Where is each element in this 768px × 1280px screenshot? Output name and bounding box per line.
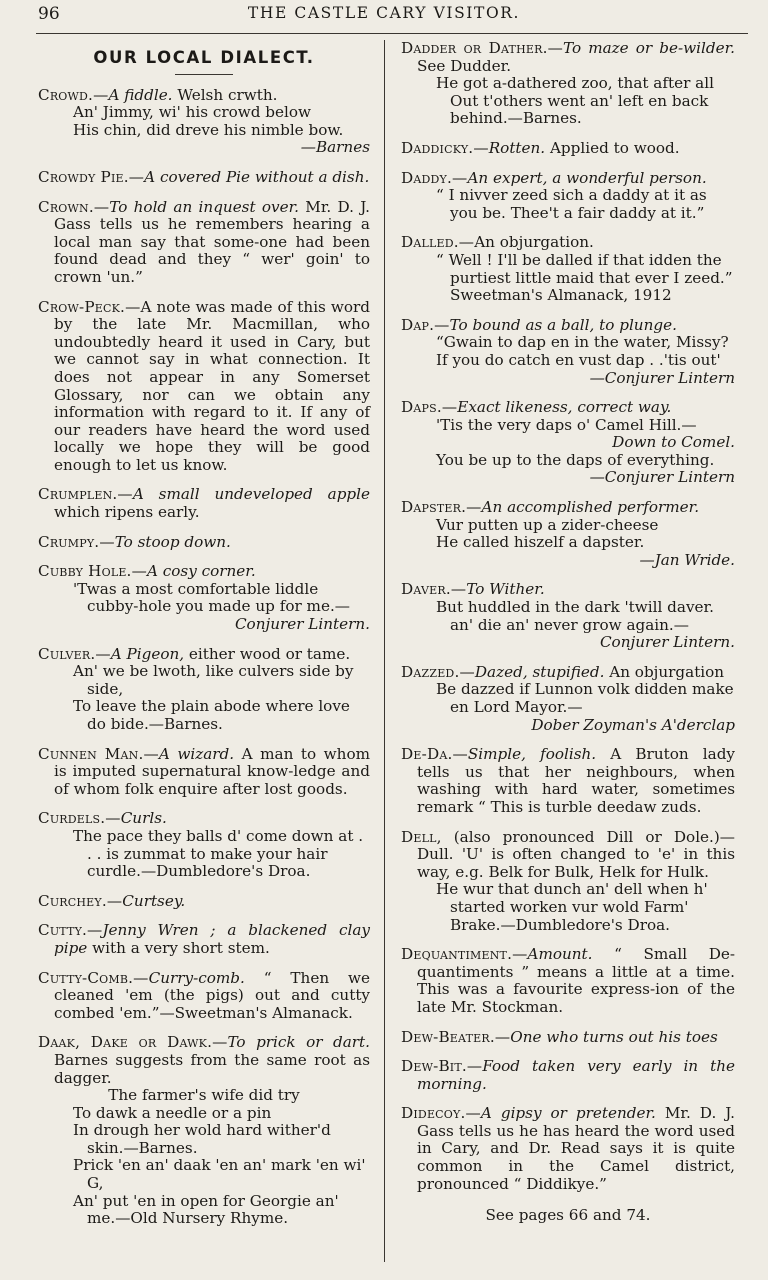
left-column <box>38 40 370 1240</box>
headword: Cutty-Comb.— <box>38 968 149 987</box>
example-line: 'Twas a most comfortable liddle cubby-hole you made up for me.— <box>73 579 350 616</box>
dialect-entry <box>401 140 735 158</box>
dialect-entry <box>401 234 735 304</box>
entry-note: with a very short stem. <box>87 938 270 957</box>
definition: To bound as a ball, to plunge. <box>449 315 677 334</box>
entry-note: Mr. D. J. Gass tells us he remembers hearing a local man say that some-one had been found dead and they “ wer' goin' to crown 'un.” <box>54 197 371 286</box>
dialect-entry <box>38 534 370 552</box>
dialect-entry <box>38 87 370 157</box>
see-also-note: See pages 66 and 74. <box>485 1206 651 1225</box>
entry-text <box>38 563 370 581</box>
headword: Daddicky.— <box>401 138 489 157</box>
entry-note: “ Then we cleaned 'em (the pigs) out and cutty combed 'em.”—Sweetman's Almanack. <box>54 968 370 1022</box>
example-line: If you do catch en vust dap . .'tis out' <box>436 350 721 369</box>
definition: An accomplished performer. <box>481 498 700 517</box>
example-line: He wur that dunch an' dell when h' started worken vur wold Farm' Brake.—Dumbledore's Droa. <box>436 880 708 934</box>
headword: Daak, Dake or Dawk.— <box>38 1033 228 1052</box>
entry-note: A Bruton lady tells us that her neighbours, when washing with hard water, sometimes remark “ This is turble deedaw zuds. <box>417 745 735 816</box>
definition: A gipsy or pretender. <box>480 1104 656 1123</box>
example-line: Vur putten up a zider-cheese <box>436 515 659 534</box>
dialect-entry <box>38 563 370 633</box>
quote-source: Dober Zoyman's A'derclap <box>531 715 735 734</box>
right-entries <box>401 40 735 1193</box>
left-entries <box>38 87 370 1228</box>
entry-note: (also pronounced Dill or Dole.)— Dull. 'U' is often changed to 'e' in this way, e.g. Belk for Bulk, Helk for Hulk. <box>417 827 735 881</box>
headword: Curdels.— <box>38 809 121 828</box>
definition: To stoop down. <box>114 532 231 551</box>
entry-text <box>401 140 735 158</box>
definition: Dazed, stupified. <box>474 662 605 681</box>
example-line: He called hiszelf a dapster. <box>436 533 645 552</box>
quote-source: Conjurer Lintern. <box>234 615 370 634</box>
definition: A cosy corner. <box>146 562 256 581</box>
entry-text <box>38 1034 370 1087</box>
dialect-entry <box>38 810 370 880</box>
entry-text <box>401 499 735 517</box>
definition: Jenny Wren ; a blackened clay pipe <box>54 921 370 957</box>
definition: Curry-comb. <box>148 968 245 987</box>
dialect-entry <box>38 1034 370 1228</box>
example-line: You be up to the daps of everything. <box>436 450 715 469</box>
page-number: 96 <box>38 4 60 24</box>
example-line: But huddled in the dark 'twill daver. an' die an' never grow again.— <box>436 598 714 634</box>
definition: To Wither. <box>466 580 545 599</box>
headword: Daddy.— <box>401 168 468 187</box>
entry-text <box>401 40 735 75</box>
definition: A small undeveloped apple <box>132 485 370 504</box>
entry-text <box>401 170 735 188</box>
headword: Dapster.— <box>401 498 482 517</box>
headword: Crowdy Pie.— <box>38 167 145 186</box>
example-line: An' put 'en in open for Georgie an' me.—Old Nursery Rhyme. <box>73 1191 339 1228</box>
example-line: “ Well ! I'll be dalled if that idden the purtiest little maid that ever I zeed.” Sweetman's Almanack, 1912 <box>436 250 733 305</box>
dialect-entry <box>401 1105 735 1193</box>
example-line: The pace they balls d' come down at . . . is zummat to make your hair curdle.—Dumbledore's Droa. <box>73 826 364 881</box>
dialect-entry <box>38 970 370 1023</box>
entry-text <box>38 810 370 828</box>
definition: To maze or be-wilder. <box>563 39 735 57</box>
entry-note: A man to whom is imputed supernatural know-ledge and of whom folk enquire after lost goods. <box>54 744 370 798</box>
dialect-entry <box>401 40 735 128</box>
headword: De-Da.— <box>401 745 468 764</box>
entry-text <box>401 581 735 599</box>
dialect-entry <box>401 829 735 935</box>
entry-text <box>401 1105 735 1193</box>
headword: Crown.— <box>38 197 110 216</box>
definition: Exact likeness, correct way. <box>457 398 672 417</box>
definition: A wizard. <box>158 744 235 763</box>
entry-text <box>38 970 370 1023</box>
example-line: To dawk a needle or a pin <box>73 1103 272 1122</box>
entry-text <box>401 829 735 882</box>
right-column <box>401 40 735 1225</box>
headword: Daver.— <box>401 580 467 599</box>
headword: Crumpy.— <box>38 532 115 551</box>
headword: Dalled.— <box>401 233 475 252</box>
example-line: Be dazzed if Lunnon volk didden make en Lord Mayor.— <box>436 680 734 716</box>
entry-text <box>401 946 735 1016</box>
example-line: To leave the plain abode where love do bide.—Barnes. <box>73 697 350 733</box>
quote-source: —Jan Wride. <box>639 550 735 569</box>
dialect-entry <box>401 581 735 651</box>
example-line: He got a-dathered zoo, that after all Out t'others went an' left en back behind.—Barnes. <box>436 74 714 128</box>
entry-text <box>401 317 735 335</box>
example-line: “ I nivver zeed sich a daddy at it as you be. Thee't a fair daddy at it.” <box>436 186 707 222</box>
quote-source: —Conjurer Lintern <box>589 368 735 387</box>
entry-note: which ripens early. <box>54 503 200 522</box>
example-line: 'Tis the very daps o' Camel Hill.— <box>436 415 697 434</box>
example-line: An' Jimmy, wi' his crowd below <box>73 103 312 122</box>
headword: Cunnen Man.— <box>38 744 159 763</box>
dialect-entry <box>401 946 735 1016</box>
dialect-entry <box>38 486 370 521</box>
headword: Daps.— <box>401 398 458 417</box>
entry-text <box>401 399 735 417</box>
entry-note: An objurgation <box>604 662 725 681</box>
dialect-entry <box>401 170 735 223</box>
dialect-entry <box>401 746 735 816</box>
dialect-entry <box>38 299 370 475</box>
headword: Dazzed.— <box>401 662 475 681</box>
headword: Dap.— <box>401 315 450 334</box>
dialect-entry <box>38 922 370 957</box>
headword: Dell, <box>401 827 442 846</box>
dialect-entry <box>38 893 370 911</box>
definition: A covered Pie without a dish. <box>144 167 370 186</box>
quote-source: Conjurer Lintern. <box>599 633 735 652</box>
example-line: Prick 'en an' daak 'en an' mark 'en wi' G, <box>73 1156 366 1193</box>
dialect-entry <box>401 317 735 387</box>
dialect-entry <box>38 746 370 799</box>
entry-text <box>38 922 370 957</box>
definition: Rotten. <box>488 138 546 157</box>
example-line: In drough her wold hard wither'd skin.—Barnes. <box>73 1121 331 1157</box>
header-rule <box>36 33 748 34</box>
headword: Cubby Hole.— <box>38 562 147 581</box>
entry-text <box>38 534 370 552</box>
quote-source: —Conjurer Lintern <box>589 468 735 487</box>
entry-note: A note was made of this word by the late Mr. Macmillan, who undoubtedly heard it used in Cary, but we cannot say in what connection. It does not appear in any Somerset Glossary, nor can we obtain any information with regard to it. If any of our readers have heard the word used locally we hope they will be good enough to let us know. <box>54 297 370 474</box>
title-rule <box>175 74 233 75</box>
example-line: His chin, did dreve his nimble bow. <box>73 120 344 139</box>
definition: Simple, foolish. <box>467 745 597 764</box>
headword: Dequantiment.— <box>401 945 528 964</box>
dialect-entry <box>401 399 735 487</box>
running-head: THE CASTLE CARY VISITOR. <box>247 4 521 22</box>
headword: Culver.— <box>38 644 111 663</box>
definition: Amount. <box>527 945 593 964</box>
headword: Crowd.— <box>38 85 109 104</box>
example-line: The farmer's wife did try <box>108 1086 300 1105</box>
entry-text <box>38 486 370 521</box>
dialect-entry <box>401 1058 735 1093</box>
entry-text <box>401 234 735 252</box>
entry-note: Applied to wood. <box>545 138 680 157</box>
definition: To prick or dart. <box>227 1033 370 1052</box>
definition: Food taken very early in the morning. <box>417 1057 735 1093</box>
entry-text <box>401 1029 735 1047</box>
definition: Curls. <box>120 809 167 828</box>
entry-text <box>401 746 735 816</box>
entry-note: either wood or tame. <box>184 644 351 663</box>
dialect-entry <box>38 169 370 187</box>
definition: A Pigeon, <box>110 644 185 663</box>
definition: A fiddle. <box>108 85 173 104</box>
headword: Cutty.— <box>38 921 103 940</box>
headword: Didecoy.— <box>401 1104 481 1123</box>
entry-note: Welsh crwth. <box>172 85 278 104</box>
dialect-entry <box>401 664 735 734</box>
definition: To hold an inquest over. <box>109 197 299 216</box>
dialect-entry <box>401 499 735 569</box>
entry-note: Barnes suggests from the same root as dagger. <box>54 1050 370 1087</box>
example-line: An' we be lwoth, like culvers side by side, <box>73 662 354 698</box>
entry-text <box>38 169 370 187</box>
column-divider <box>384 40 385 1262</box>
headword: Crow-Peck.— <box>38 297 141 316</box>
entry-text <box>38 893 370 911</box>
dialect-entry <box>401 1029 735 1047</box>
quote-source: —Barnes <box>300 138 370 157</box>
quote-source: Down to Comel. <box>612 433 735 452</box>
headword: Dew-Beater.— <box>401 1027 511 1046</box>
entry-text <box>38 646 370 664</box>
entry-text <box>38 299 370 475</box>
headword: Dadder or Dather.— <box>401 39 563 57</box>
definition: An expert, a wonderful person. <box>467 168 707 187</box>
entry-text <box>401 664 735 682</box>
headword: Dew-Bit.— <box>401 1057 483 1076</box>
entry-text <box>38 199 370 287</box>
section-title: OUR LOCAL DIALECT. <box>93 48 315 67</box>
entry-note: An objurgation. <box>474 233 594 252</box>
entry-note: See Dudder. <box>417 56 512 75</box>
headword: Crumplen.— <box>38 485 133 504</box>
example-line: “Gwain to dap en in the water, Missy? <box>436 333 729 352</box>
headword: Curchey.— <box>38 891 123 910</box>
dialect-entry <box>38 199 370 287</box>
definition: Curtsey. <box>122 891 186 910</box>
entry-text <box>38 87 370 105</box>
entry-text <box>401 1058 735 1093</box>
entry-note: “ Small De-quantiments ” means a little at a time. This was a favourite express-ion of the late Mr. Stockman. <box>417 945 735 1016</box>
definition: One who turns out his toes <box>510 1027 718 1046</box>
entry-note: Mr. D. J. Gass tells us he has heard the word used in Cary, and Dr. Read says it is quite common in the Camel district, pronounced “ Diddikye.” <box>417 1104 735 1193</box>
dialect-entry <box>38 646 370 734</box>
entry-text <box>38 746 370 799</box>
